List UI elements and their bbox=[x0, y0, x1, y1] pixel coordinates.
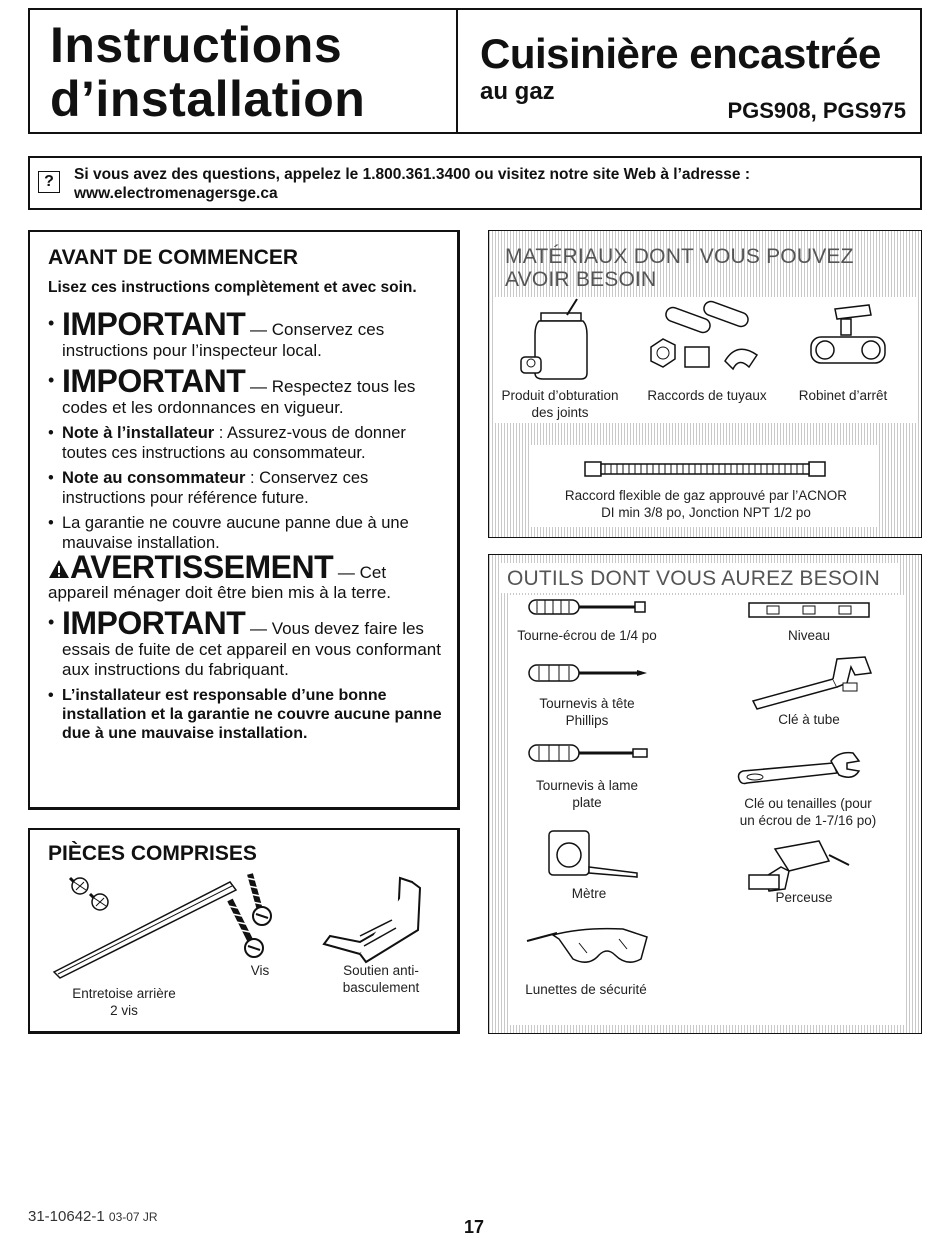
document-code-date: 03-07 JR bbox=[108, 1210, 158, 1224]
safety-glasses-icon bbox=[523, 925, 653, 971]
drill-label: Perceuse bbox=[775, 890, 833, 905]
important-item-2: • IMPORTANT — Respectez tous les codes et les ordonnances en vigueur. bbox=[48, 363, 416, 417]
title-line-1: Instructions bbox=[50, 17, 343, 73]
important-text: — Respectez tous les codes et les ordonnances en vigueur. bbox=[62, 377, 416, 417]
phillips-screwdriver-label: Tournevis à tête Phillips bbox=[539, 696, 635, 728]
contact-line-1: Si vous avez des questions, appelez le 1.800.361.3400 ou visitez notre site Web à l’adresse : bbox=[74, 166, 750, 183]
document-title bbox=[50, 18, 365, 126]
note-text: La garantie ne couvre aucune panne due à une mauvaise installation. bbox=[62, 514, 409, 552]
important-text: — Vous devez faire les essais de fuite de cet appareil en vous conformant aux instructions du fabriquant. bbox=[62, 619, 441, 679]
document-code-main: 31-10642-1 bbox=[28, 1208, 105, 1225]
title-line-2: d’installation bbox=[50, 71, 366, 127]
warning-label: AVERTISSEMENT bbox=[70, 549, 334, 585]
question-mark-icon: ? bbox=[38, 171, 60, 193]
included-parts-section bbox=[28, 828, 460, 1034]
note-installer: • Note à l’installateur : Assurez-vous de donner toutes ces instructions au consommateur. bbox=[48, 424, 406, 462]
installer-responsibility-note: • L’installateur est responsable d’une bonne installation et la garantie ne couvre aucune panne due à une mauvaise installation. bbox=[48, 687, 442, 742]
important-label: IMPORTANT bbox=[62, 363, 246, 399]
model-numbers: PGS908, PGS975 bbox=[727, 98, 906, 123]
note-consumer: • Note au consommateur : Conservez ces instructions pour référence future. bbox=[48, 469, 369, 507]
tape-measure-label: Mètre bbox=[571, 886, 607, 901]
title-line-1: MATÉRIAUX DONT VOUS POUVEZ bbox=[505, 245, 854, 268]
rear-spacer-label: Entretoise arrière 2 vis bbox=[72, 986, 176, 1018]
pipe-wrench-icon bbox=[747, 653, 877, 709]
adjustable-wrench-icon bbox=[735, 751, 865, 787]
contact-website-link[interactable]: www.electromenagersge.ca bbox=[74, 185, 278, 202]
product-title: Cuisinière encastrée bbox=[480, 30, 881, 77]
note-text: : Conservez ces instructions pour référence future. bbox=[62, 469, 369, 507]
tools-needed-section bbox=[488, 554, 922, 1034]
header-product-box bbox=[456, 8, 922, 134]
rear-spacer-icon bbox=[50, 870, 240, 980]
flat-screwdriver-label: Tournevis à lame plate bbox=[535, 778, 639, 810]
safety-glasses-label: Lunettes de sécurité bbox=[525, 982, 647, 997]
important-text: — Conservez ces instructions pour l’inspecteur local. bbox=[62, 320, 385, 360]
phillips-screwdriver-icon bbox=[529, 663, 649, 683]
note-warranty: • La garantie ne couvre aucune panne due à une mauvaise installation. bbox=[48, 514, 409, 552]
nut-driver-label: Tourne-écrou de 1/4 po bbox=[517, 628, 657, 643]
anti-tip-bracket-icon bbox=[320, 874, 440, 964]
important-item-1: • IMPORTANT — Conservez ces instructions pour l’inspecteur local. bbox=[48, 306, 385, 360]
screws-icon bbox=[220, 870, 290, 970]
note-text: L’installateur est responsable d’une bonne installation et la garantie ne couvre aucune panne due à une mauvaise installation. bbox=[62, 687, 442, 742]
sealant-label: Produit d’obturation des joints bbox=[501, 388, 619, 420]
pipe-fittings-label: Raccords de tuyaux bbox=[647, 388, 767, 403]
sealant-jar-icon bbox=[519, 301, 591, 383]
lead-text: Lisez ces instructions complètement et avec soin. bbox=[48, 279, 417, 296]
shutoff-valve-icon bbox=[805, 301, 891, 381]
header-title-box bbox=[28, 8, 458, 134]
pipe-wrench-label: Clé à tube bbox=[778, 712, 840, 727]
before-you-begin-section bbox=[28, 230, 460, 810]
flat-screwdriver-icon bbox=[529, 743, 649, 763]
important-item-3: • IMPORTANT — Vous devez faire les essais de fuite de cet appareil en vous conformant aux instructions du fabriquant. bbox=[48, 605, 441, 679]
pipe-fittings-icon bbox=[641, 303, 771, 381]
drill-icon bbox=[745, 837, 855, 893]
page-number: 17 bbox=[464, 1217, 485, 1237]
section-title: OUTILS DONT VOUS AUREZ BESOIN bbox=[507, 567, 880, 590]
shutoff-valve-label: Robinet d’arrêt bbox=[798, 388, 888, 403]
nut-driver-icon bbox=[529, 597, 649, 617]
important-label: IMPORTANT bbox=[62, 306, 246, 342]
section-title: PIÈCES COMPRISES bbox=[48, 842, 257, 865]
warning-triangle-icon bbox=[48, 559, 70, 579]
screws-label: Vis bbox=[250, 963, 270, 978]
important-label: IMPORTANT bbox=[62, 605, 246, 641]
note-text: : Assurez-vous de donner toutes ces instructions au consommateur. bbox=[62, 424, 406, 462]
adjustable-wrench-label: Clé ou tenailles (pour un écrou de 1-7/16 po) bbox=[739, 796, 877, 828]
product-subtitle: au gaz bbox=[480, 78, 555, 105]
note-label: Note au consommateur bbox=[62, 469, 246, 487]
contact-text bbox=[74, 165, 904, 203]
flexible-connector-label: Raccord flexible de gaz approuvé par l’ACNOR DI min 3/8 po, Jonction NPT 1/2 po bbox=[564, 488, 848, 520]
section-title: AVANT DE COMMENCER bbox=[48, 246, 299, 269]
materials-needed-section bbox=[488, 230, 922, 538]
flexible-gas-connector-icon bbox=[585, 459, 825, 479]
contact-banner bbox=[28, 156, 922, 210]
tape-measure-icon bbox=[545, 827, 641, 883]
section-title bbox=[505, 245, 854, 291]
anti-tip-bracket-label: Soutien anti- basculement bbox=[342, 963, 420, 995]
document-code bbox=[28, 1208, 158, 1225]
level-label: Niveau bbox=[787, 628, 831, 643]
note-label: Note à l’installateur bbox=[62, 424, 215, 442]
warning-item bbox=[48, 549, 447, 603]
title-line-2: AVOIR BESOIN bbox=[505, 268, 657, 291]
warning-text: — Cet appareil ménager doit être bien mis à la terre. bbox=[48, 563, 392, 602]
level-icon bbox=[747, 601, 871, 619]
